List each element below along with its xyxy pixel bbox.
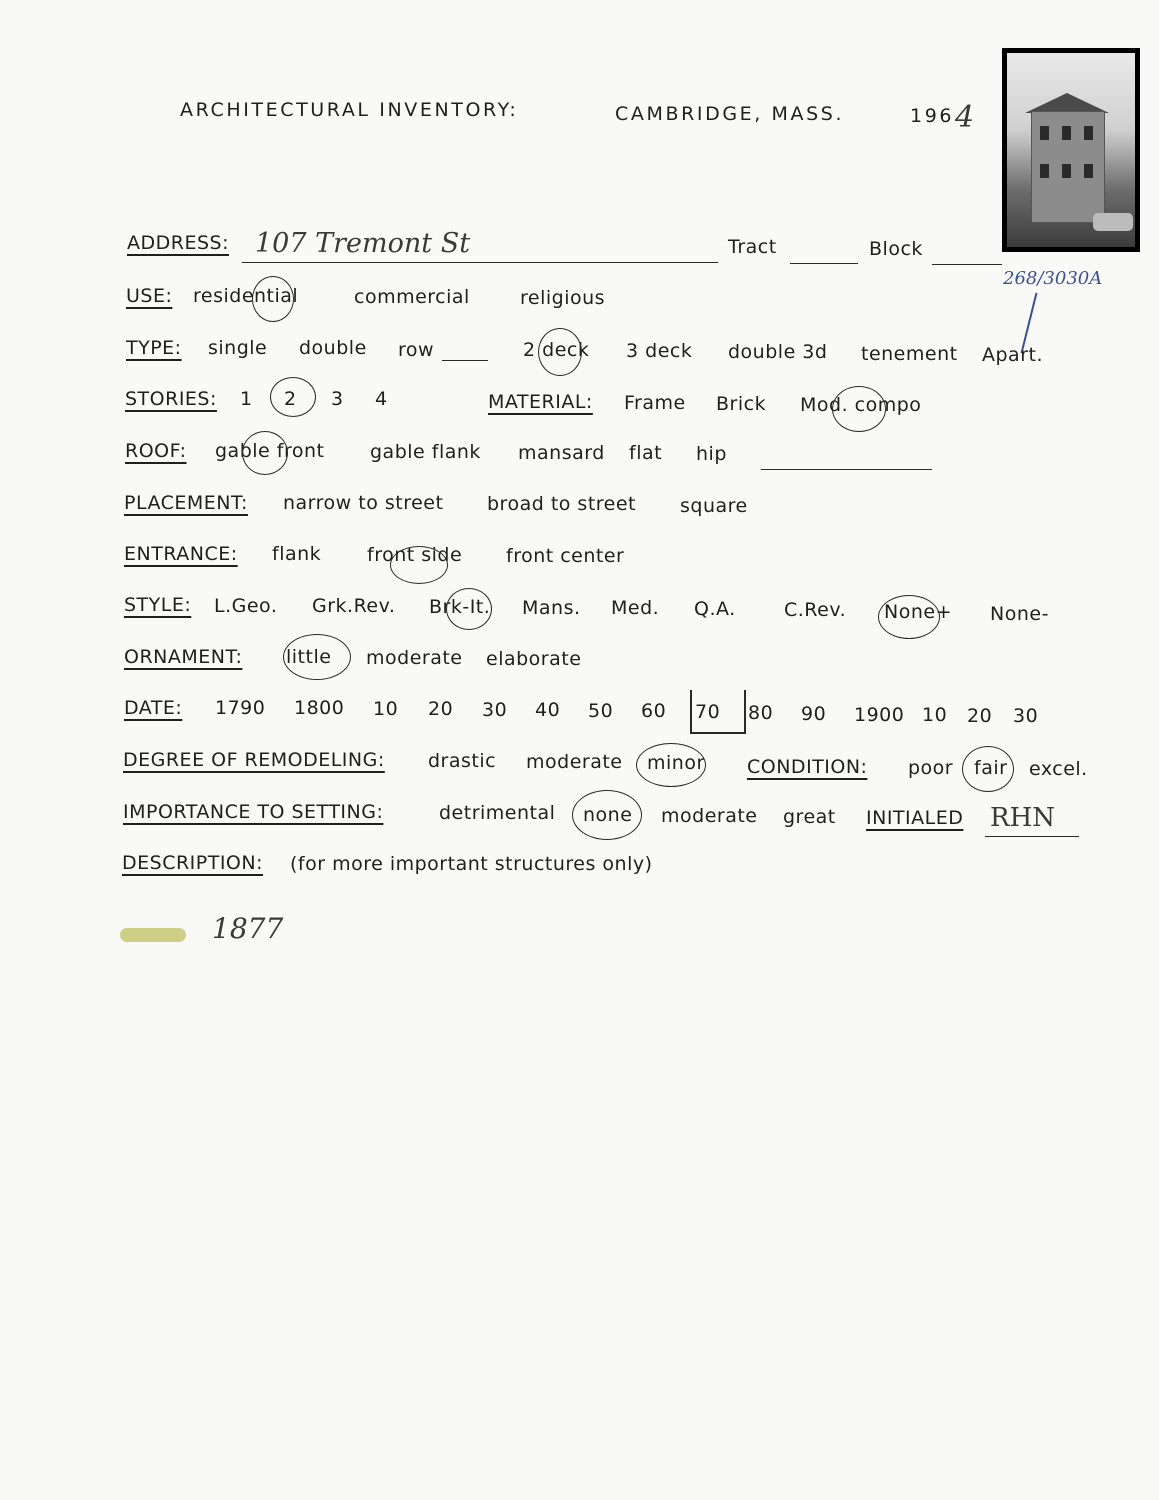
house-photo-icon xyxy=(1002,48,1140,252)
selection-mark xyxy=(572,790,642,840)
date-option: 80 xyxy=(748,702,774,724)
use-option: religious xyxy=(520,287,606,309)
use-label: USE: xyxy=(126,285,173,307)
selection-mark xyxy=(538,328,582,376)
style-option: Mans. xyxy=(522,597,581,619)
remodeling-label: DEGREE OF REMODELING: xyxy=(123,749,385,771)
type-option: single xyxy=(208,337,268,359)
remodeling-option: drastic xyxy=(428,750,497,772)
roof-option: gable flank xyxy=(370,441,481,463)
style-option: C.Rev. xyxy=(784,599,847,621)
description-handwritten: 1877 xyxy=(212,912,284,945)
use-option: commercial xyxy=(354,286,470,308)
address-label: ADDRESS: xyxy=(127,232,229,254)
entrance-option: front side xyxy=(367,544,463,566)
date-option: 20 xyxy=(967,705,993,727)
style-option: Q.A. xyxy=(694,598,736,620)
style-option: None- xyxy=(990,603,1049,625)
description-label: DESCRIPTION: xyxy=(122,852,264,874)
initialed-value: RHN xyxy=(990,803,1055,833)
type-option: row xyxy=(398,339,435,361)
condition-option: excel. xyxy=(1029,758,1088,780)
date-option: 1790 xyxy=(215,697,266,719)
style-label: STYLE: xyxy=(124,594,192,616)
placement-option: square xyxy=(680,495,748,517)
remodeling-option: minor xyxy=(647,752,705,774)
importance-option: moderate xyxy=(661,805,758,827)
selection-mark xyxy=(242,431,288,475)
roof-option: gable front xyxy=(215,440,325,462)
address-value: 107 Tremont St xyxy=(255,228,471,259)
description-note: (for more important structures only) xyxy=(290,853,653,875)
roof-label: ROOF: xyxy=(125,440,187,462)
type-label: TYPE: xyxy=(126,337,182,359)
selection-mark xyxy=(636,743,706,787)
block-label: Block xyxy=(869,238,923,260)
style-option: Brk-It. xyxy=(429,596,491,618)
selection-mark xyxy=(252,276,294,322)
block-value: 268/3030A xyxy=(1003,268,1103,289)
style-option: L.Geo. xyxy=(214,595,278,617)
entrance-option: flank xyxy=(272,543,322,565)
ornament-option: little xyxy=(286,646,332,668)
ornament-option: elaborate xyxy=(486,648,582,670)
ornament-label: ORNAMENT: xyxy=(124,646,243,668)
placement-option: broad to street xyxy=(487,493,637,515)
type-option: Apart. xyxy=(982,344,1044,366)
stories-label: STORIES: xyxy=(125,388,217,410)
type-option: tenement xyxy=(861,343,958,365)
ornament-option: moderate xyxy=(366,647,463,669)
material-label: MATERIAL: xyxy=(488,391,593,413)
selection-mark xyxy=(270,377,316,417)
roof-option: hip xyxy=(696,443,727,465)
importance-option: detrimental xyxy=(439,802,556,824)
date-option: 70 xyxy=(695,701,721,723)
form-place: CAMBRIDGE, MASS. xyxy=(615,103,845,125)
type-option: 2 deck xyxy=(523,339,590,361)
type-option: double xyxy=(299,337,367,359)
material-option: Mod. compo xyxy=(800,394,922,416)
date-label: DATE: xyxy=(124,697,183,719)
initialed-label: INITIALED xyxy=(866,807,964,829)
selection-mark xyxy=(283,634,351,680)
form-year-prefix: 196 xyxy=(910,105,955,127)
style-option: Med. xyxy=(611,597,660,619)
date-option: 30 xyxy=(1013,705,1039,727)
style-option: None+ xyxy=(884,601,952,623)
material-option: Frame xyxy=(624,392,686,414)
roof-option: flat xyxy=(629,442,663,464)
date-option: 50 xyxy=(588,700,614,722)
entrance-label: ENTRANCE: xyxy=(124,543,238,565)
date-option: 40 xyxy=(535,699,561,721)
material-option: Brick xyxy=(716,393,767,415)
stories-option: 4 xyxy=(375,388,388,410)
highlighter-mark xyxy=(120,928,186,942)
selection-mark xyxy=(446,588,492,630)
date-option: 1900 xyxy=(854,704,905,726)
placement-label: PLACEMENT: xyxy=(124,492,248,514)
entrance-option: front center xyxy=(506,545,625,567)
date-option: 10 xyxy=(922,704,948,726)
form-year-handwritten: 4 xyxy=(955,100,975,135)
selection-mark xyxy=(878,595,940,639)
stories-option: 1 xyxy=(240,388,253,410)
stories-option: 3 xyxy=(331,388,344,410)
date-option: 90 xyxy=(801,703,827,725)
tract-label: Tract xyxy=(728,236,777,258)
importance-option: great xyxy=(783,806,836,828)
placement-option: narrow to street xyxy=(283,492,444,514)
date-option: 30 xyxy=(482,699,508,721)
use-option: residential xyxy=(193,285,299,307)
type-option: 3 deck xyxy=(626,340,693,362)
condition-option: fair xyxy=(974,757,1008,779)
selection-mark xyxy=(832,386,886,432)
condition-option: poor xyxy=(908,757,954,779)
remodeling-option: moderate xyxy=(526,751,623,773)
type-option: double 3d xyxy=(728,341,828,363)
date-option: 20 xyxy=(428,698,454,720)
importance-label: IMPORTANCE TO SETTING: xyxy=(123,801,384,823)
selection-mark xyxy=(962,746,1014,792)
condition-label: CONDITION: xyxy=(747,756,868,778)
style-option: Grk.Rev. xyxy=(312,595,396,617)
date-option: 10 xyxy=(373,698,399,720)
date-option: 60 xyxy=(641,700,667,722)
date-option: 1800 xyxy=(294,697,345,719)
roof-option: mansard xyxy=(518,442,605,464)
selection-mark xyxy=(390,546,448,584)
stories-option: 2 xyxy=(284,388,297,410)
form-title: ARCHITECTURAL INVENTORY: xyxy=(180,99,519,121)
importance-option: none xyxy=(583,804,633,826)
